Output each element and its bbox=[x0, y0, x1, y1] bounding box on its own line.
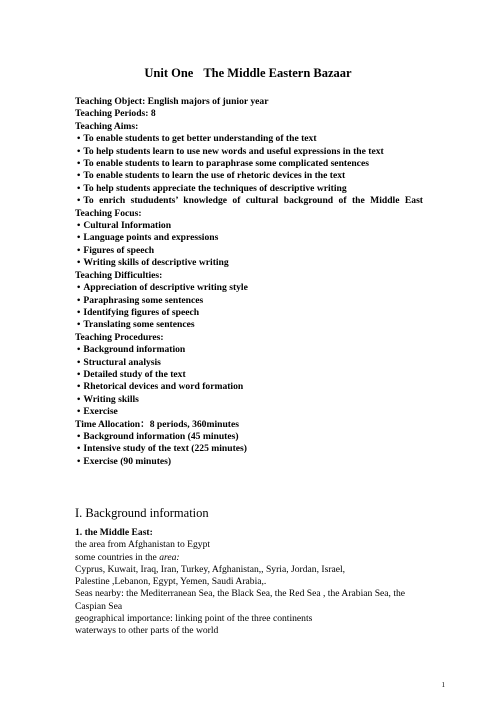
text-segment-italic: area: bbox=[159, 551, 180, 563]
text-line: Seas nearby: the Mediterranean Sea, the Black Sea, the Red Sea , the Arabian Sea, the bbox=[75, 588, 406, 600]
sub-heading: 1. the Middle East: bbox=[75, 527, 153, 538]
unit-label: Unit One bbox=[144, 66, 194, 80]
allocation-item: • Intensive study of the text (225 minutes) bbox=[75, 443, 423, 455]
aim-item: • To enable students to learn to paraphrase some complicated sentences bbox=[75, 158, 423, 170]
aim-item: • To help students learn to use new words and useful expressions in the text bbox=[75, 146, 423, 158]
text-line: Palestine ,Lebanon, Egypt, Yemen, Saudi Arabia,. bbox=[75, 576, 267, 588]
aim-item: • To help students appreciate the techniques of descriptive writing bbox=[75, 183, 423, 195]
focus-item: • Writing skills of descriptive writing bbox=[75, 257, 423, 269]
aims-heading: Teaching Aims: bbox=[75, 120, 139, 132]
background-section bbox=[75, 527, 423, 638]
focus-item: • Cultural Information bbox=[75, 220, 423, 232]
focus-heading: Teaching Focus: bbox=[75, 207, 142, 219]
procedures-heading: Teaching Procedures: bbox=[75, 331, 164, 343]
allocation-heading: Time Allocation：8 periods, 360minutes bbox=[75, 418, 239, 430]
text-line: geographical importance: linking point of the three continents bbox=[75, 613, 313, 625]
aim-item: • To enable students to learn the use of rhetoric devices in the text bbox=[75, 170, 423, 182]
focus-item: • Language points and expressions bbox=[75, 232, 423, 244]
allocation-item: • Exercise (90 minutes) bbox=[75, 456, 423, 468]
difficulties-heading: Teaching Difficulties: bbox=[75, 269, 163, 281]
page-number: 1 bbox=[441, 681, 445, 689]
aim-item: • To enable students to get better understanding of the text bbox=[75, 133, 423, 145]
text-line: the area from Afghanistan to Egypt bbox=[75, 539, 211, 551]
section-heading: I. Background information bbox=[75, 506, 209, 520]
procedure-item: • Rhetorical devices and word formation bbox=[75, 381, 423, 393]
procedure-item: • Detailed study of the text bbox=[75, 369, 423, 381]
teaching-object: Teaching Object: English majors of junior year bbox=[75, 96, 269, 107]
procedure-item: • Writing skills bbox=[75, 394, 423, 406]
text-line: Caspian Sea bbox=[75, 600, 123, 612]
text-segment: some countries in the bbox=[75, 551, 160, 563]
teaching-periods: Teaching Periods: 8 bbox=[75, 108, 156, 120]
unit-name: The Middle Eastern Bazaar bbox=[203, 66, 352, 80]
text-line: Cyprus, Kuwait, Iraq, Iran, Turkey, Afghanistan,, Syria, Jordan, Israel, bbox=[75, 563, 346, 575]
allocation-item: • Background information (45 minutes) bbox=[75, 431, 423, 443]
difficulty-item: • Translating some sentences bbox=[75, 319, 423, 331]
procedure-item: • Background information bbox=[75, 344, 423, 356]
difficulty-item: • Appreciation of descriptive writing style bbox=[75, 282, 423, 294]
aim-item: • To enrich stududents’ knowledge of cultural background of the Middle East bbox=[75, 195, 423, 207]
difficulty-item: • Paraphrasing some sentences bbox=[75, 295, 423, 307]
text-line bbox=[75, 552, 423, 564]
text-line: waterways to other parts of the world bbox=[75, 625, 219, 637]
lesson-plan bbox=[75, 96, 423, 468]
difficulty-item: • Identifying figures of speech bbox=[75, 307, 423, 319]
procedure-item: • Exercise bbox=[75, 406, 423, 418]
focus-item: • Figures of speech bbox=[75, 245, 423, 257]
page-title bbox=[0, 66, 496, 81]
procedure-item: • Structural analysis bbox=[75, 357, 423, 369]
